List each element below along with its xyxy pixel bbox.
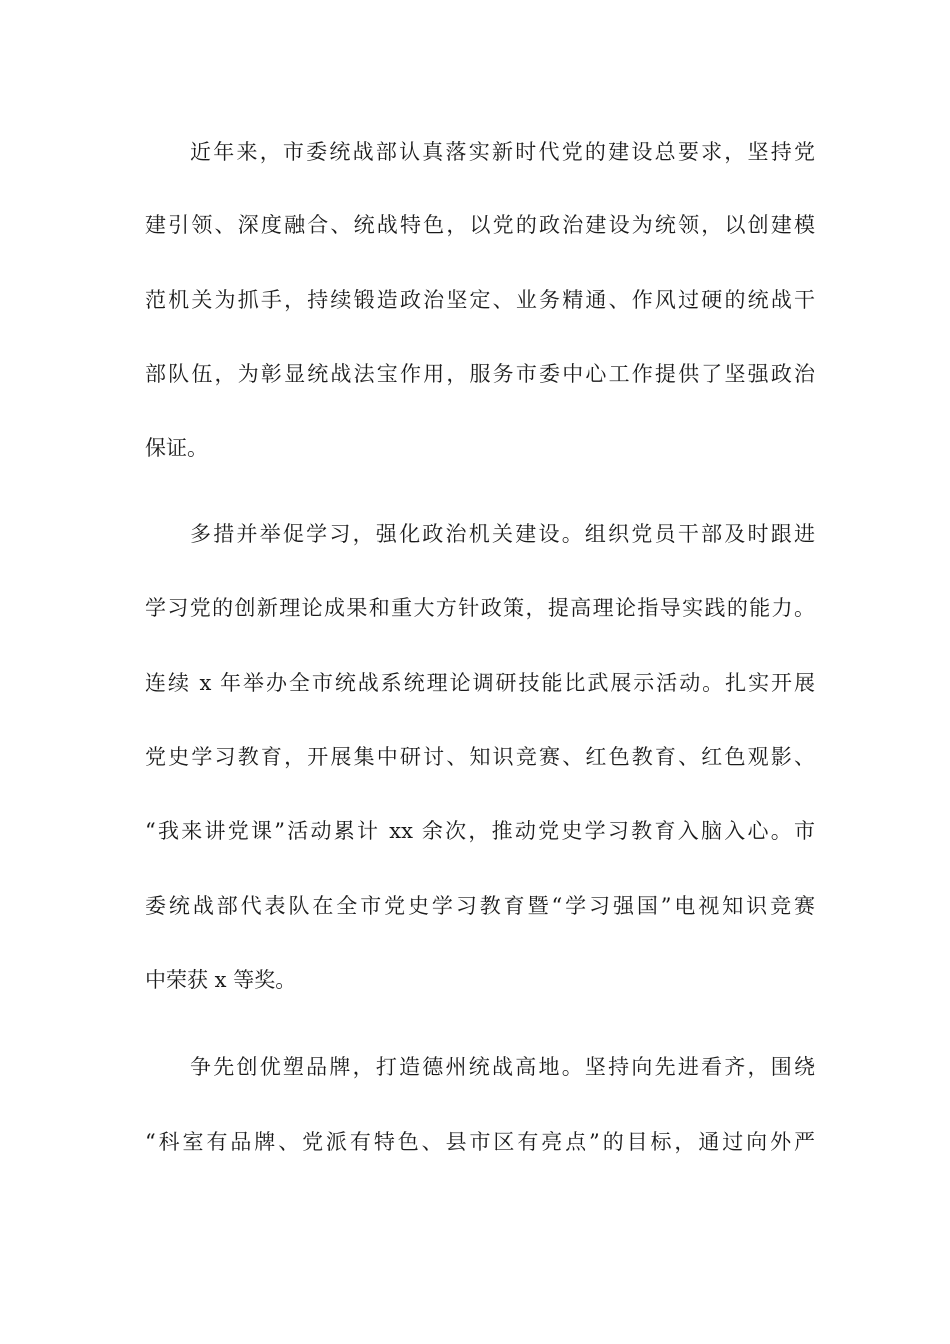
paragraph-2-line-5: “我来讲党课”活动累计 xx 余次，推动党史学习教育入脑入心。市 bbox=[145, 819, 815, 843]
paragraph-1-line-3: 范机关为抓手，持续锻造政治坚定、业务精通、作风过硬的统战干 bbox=[145, 288, 815, 312]
paragraph-3-line-1: 争先创优塑品牌，打造德州统战高地。坚持向先进看齐，围绕 bbox=[190, 1055, 815, 1079]
paragraph-2-line-4: 党史学习教育，开展集中研讨、知识竞赛、红色教育、红色观影、 bbox=[145, 745, 815, 769]
paragraph-2-line-6: 委统战部代表队在全市党史学习教育暨“学习强国”电视知识竞赛 bbox=[145, 894, 815, 918]
paragraph-2-line-1: 多措并举促学习，强化政治机关建设。组织党员干部及时跟进 bbox=[190, 522, 815, 546]
paragraph-1-line-1: 近年来，市委统战部认真落实新时代党的建设总要求，坚持党 bbox=[190, 140, 815, 164]
paragraph-2-line-7: 中荣获 x 等奖。 bbox=[145, 968, 297, 992]
paragraph-1-line-5: 保证。 bbox=[145, 436, 208, 460]
paragraph-2-line-2: 学习党的创新理论成果和重大方针政策，提高理论指导实践的能力。 bbox=[145, 596, 815, 620]
paragraph-1-line-4: 部队伍，为彰显统战法宝作用，服务市委中心工作提供了坚强政治 bbox=[145, 362, 815, 386]
paragraph-3-line-2: “科室有品牌、党派有特色、县市区有亮点”的目标，通过向外严 bbox=[145, 1130, 815, 1154]
paragraph-1-line-2: 建引领、深度融合、统战特色，以党的政治建设为统领，以创建模 bbox=[145, 213, 815, 237]
paragraph-2-line-3: 连续 x 年举办全市统战系统理论调研技能比武展示活动。扎实开展 bbox=[145, 671, 815, 695]
